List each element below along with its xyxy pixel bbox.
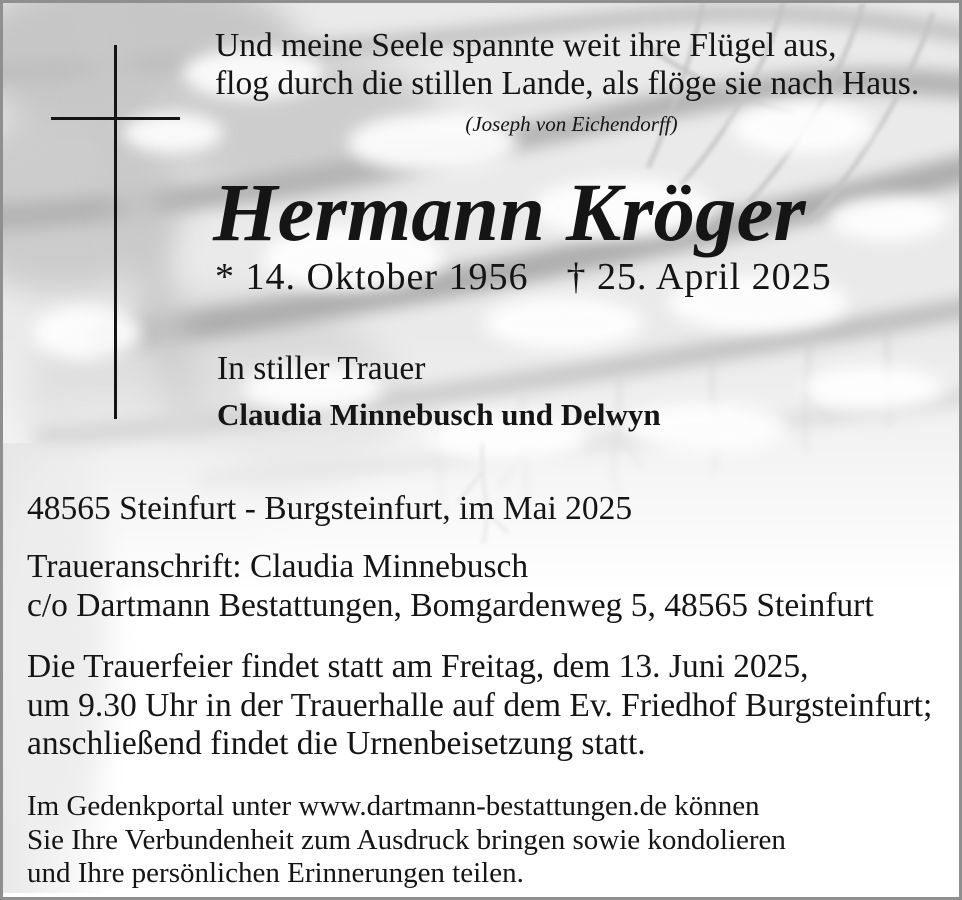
quote-line-1: Und meine Seele spannte weit ihre Flügel aus,	[215, 27, 837, 64]
memorial-portal-block	[27, 790, 786, 891]
address-line-1: Traueranschrift: Claudia Minnebusch	[27, 548, 529, 585]
deceased-name: Hermann Kröger	[213, 166, 806, 258]
birth-date: * 14. Oktober 1956	[215, 256, 529, 298]
quote-attribution: (Joseph von Eichendorff)	[465, 112, 678, 136]
service-line-1: Die Trauerfeier findet statt am Freitag, dem 13. Juni 2025,	[27, 648, 809, 685]
funeral-service-block	[27, 648, 932, 764]
mourners-names: Claudia Minnebusch und Delwyn	[217, 397, 661, 432]
mourning-intro: In stiller Trauer	[217, 350, 426, 387]
mourning-address-block	[27, 548, 874, 625]
life-dates	[215, 255, 832, 301]
death-date: † 25. April 2025	[566, 256, 832, 298]
address-line-2: c/o Dartmann Bestattungen, Bomgardenweg 5, 48565 Steinfurt	[27, 586, 874, 624]
portal-line-1: Im Gedenkportal unter www.dartmann-bestattungen.de können	[27, 790, 760, 822]
portal-line-2: Sie Ihre Verbundenheit zum Ausdruck bringen sowie kondolieren	[27, 823, 786, 856]
service-line-2: um 9.30 Uhr in der Trauerhalle auf dem Ev. Friedhof Burgsteinfurt;	[27, 686, 933, 724]
quote-block	[215, 27, 919, 102]
service-line-3: anschließend findet die Urnenbeisetzung statt.	[27, 725, 646, 762]
portal-line-3: und Ihre persönlichen Erinnerungen teilen.	[27, 857, 524, 889]
place-date-line: 48565 Steinfurt - Burgsteinfurt, im Mai 2025	[27, 490, 633, 527]
quote-line-2: flog durch die stillen Lande, als flöge sie nach Haus.	[215, 64, 920, 102]
